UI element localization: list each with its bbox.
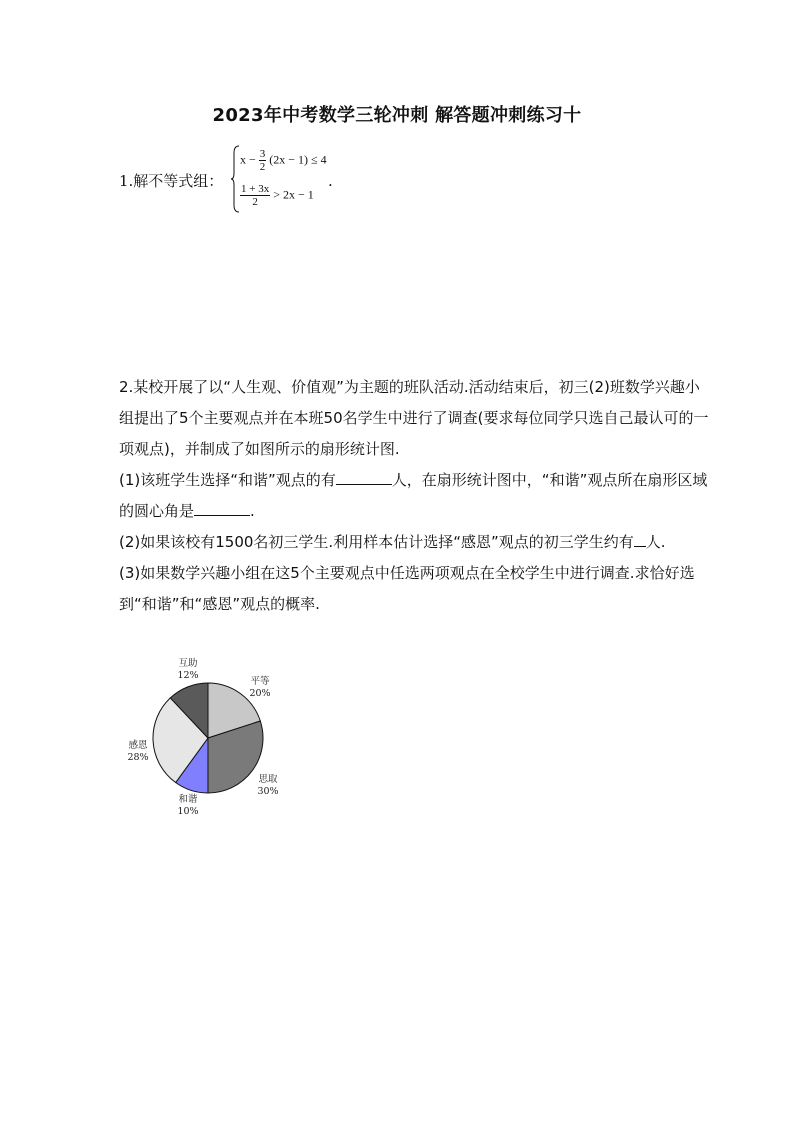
fraction-3-2: [259, 148, 267, 173]
slice-percent-label: 20%: [249, 688, 271, 699]
inequality-2: [240, 183, 314, 208]
question-2-intro: 2.某校开展了以“人生观、价值观”为主题的班队活动.活动结束后，初三(2)班数学兴趣小组提出了5个主要观点并在本班50名学生中进行了调查(要求每位同学只选自己最认可的一项观点)，并制成了如图所示的扇形统计图.: [119, 378, 709, 458]
part-2-text-b: 人.: [645, 533, 666, 551]
frac-num: 3: [259, 148, 266, 160]
slice-name-label: 思取: [258, 774, 278, 785]
ineq2-right: > 2x − 1: [273, 187, 314, 202]
pie-chart: [118, 652, 288, 824]
slice-name-label: 和谐: [178, 794, 198, 805]
question-2-part-3: (3)如果数学兴趣小组在这5个主要观点中任选两项观点在全校学生中进行调查.求恰好选到“和谐”和“感恩”观点的概率.: [119, 564, 695, 613]
slice-name-label: 互助: [178, 658, 198, 669]
frac-den: 2: [252, 196, 258, 208]
frac-den: 2: [259, 161, 266, 173]
slice-name-label: 感恩: [128, 740, 148, 751]
question-1-suffix: .: [328, 172, 333, 190]
part-2-text-a: (2)如果该校有1500名初三学生.利用样本估计选择“感恩”观点的初三学生约有: [119, 533, 634, 551]
part-1-text-a: (1)该班学生选择“和谐”观点的有: [119, 471, 336, 489]
answer-blank[interactable]: [336, 468, 392, 485]
answer-blank[interactable]: [634, 530, 646, 547]
question-1-prefix: 1.解不等式组：: [119, 172, 224, 190]
ineq1-left: x −: [240, 152, 259, 167]
slice-percent-label: 28%: [127, 752, 149, 763]
ineq1-right: (2x − 1) ≤ 4: [269, 152, 327, 167]
slice-percent-label: 12%: [177, 670, 199, 681]
brace-icon: [230, 145, 240, 213]
part-1-text-c: .: [250, 502, 255, 520]
slice-percent-label: 30%: [257, 786, 279, 797]
slice-name-label: 平等: [250, 676, 270, 687]
part-1-text-b: 人，在扇形统计图中，“和谐”观点所在扇形区域的圆心角是: [119, 471, 708, 520]
fraction-1-3x-2: [240, 183, 270, 208]
question-2-part-1: [119, 465, 709, 527]
question-2: [119, 372, 709, 620]
question-2-part-2: [119, 527, 709, 558]
answer-blank[interactable]: [194, 499, 250, 516]
slice-percent-label: 10%: [177, 806, 199, 817]
inequality-1: [240, 148, 327, 173]
page-title: 2023年中考数学三轮冲刺 解答题冲刺练习十: [212, 105, 582, 126]
inequality-system: [230, 145, 340, 215]
frac-num: 1 + 3x: [241, 183, 270, 195]
